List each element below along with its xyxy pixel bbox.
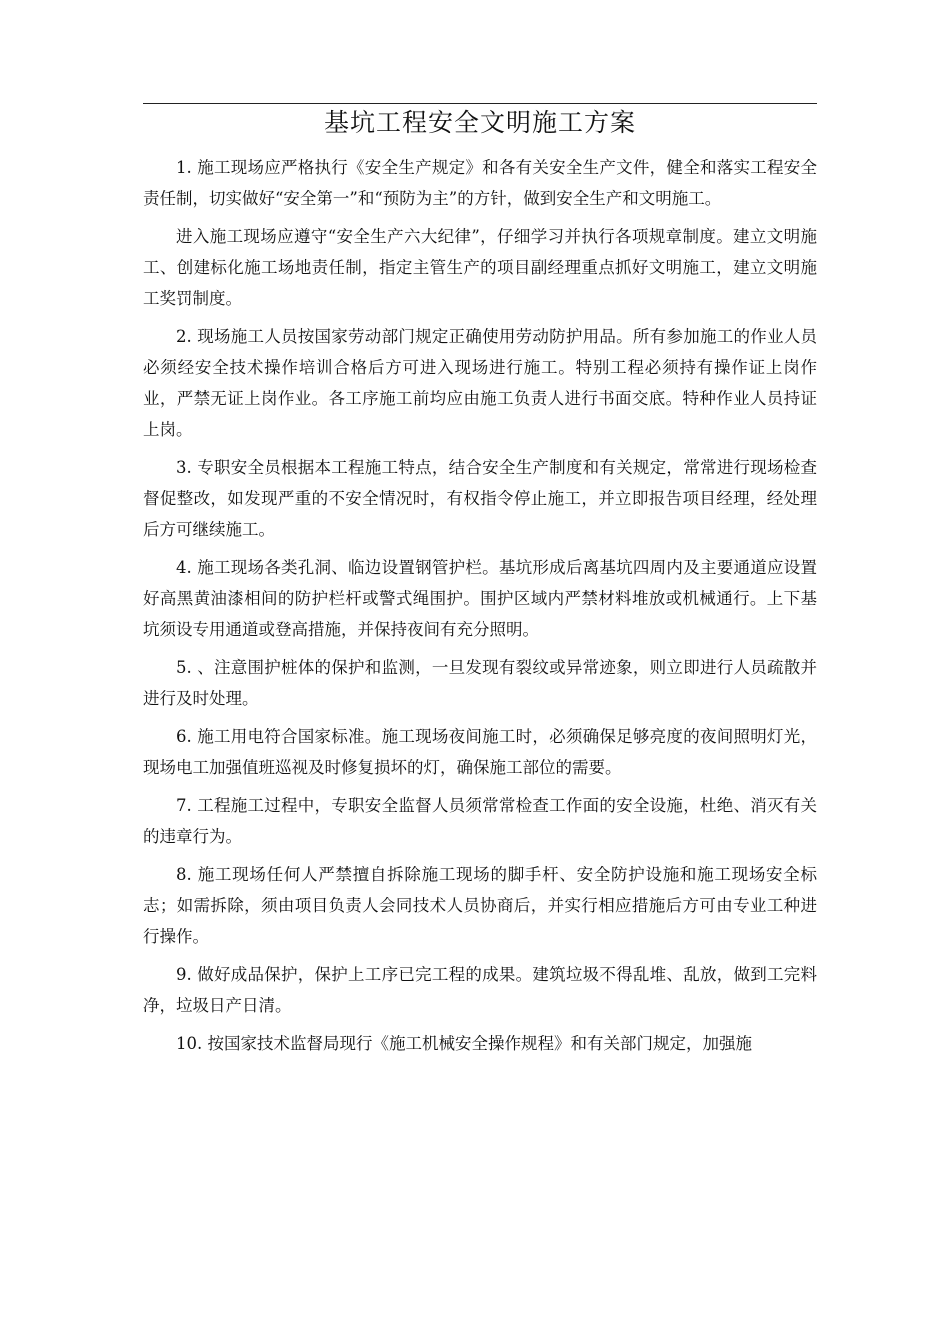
paragraph-10: 10. 按国家技术监督局现行《施工机械安全操作规程》和有关部门规定，加强施 bbox=[176, 1034, 752, 1053]
document-title: 基坑工程安全文明施工方案 bbox=[323, 108, 636, 137]
paragraph-1-continued: 进入施工现场应遵守“安全生产六大纪律”，仔细学习并执行各项规章制度。建立文明施工、创建标化施工场地责任制，指定主管生产的项目副经理重点抓好文明施工，建立文明施工奖罚制度。 bbox=[143, 227, 817, 308]
paragraph-6: 6. 施工用电符合国家标准。施工现场夜间施工时，必须确保足够亮度的夜间照明灯光，现场电工加强值班巡视及时修复损坏的灯，确保施工部位的需要。 bbox=[143, 727, 817, 777]
paragraph-4: 4. 施工现场各类孔洞、临边设置钢管护栏。基坑形成后离基坑四周内及主要通道应设置好高黑黄油漆相间的防护栏杆或警式绳围护。围护区域内严禁材料堆放或机械通行。上下基坑须设专用通道或登高措施，并保持夜间有充分照明。 bbox=[143, 558, 817, 639]
paragraph-9: 9. 做好成品保护，保护上工序已完工程的成果。建筑垃圾不得乱堆、乱放，做到工完料净，垃圾日产日清。 bbox=[143, 965, 817, 1015]
paragraph-2: 2. 现场施工人员按国家劳动部门规定正确使用劳动防护用品。所有参加施工的作业人员必须经安全技术操作培训合格后方可进入现场进行施工。特别工程必须持有操作证上岗作业，严禁无证上岗作业。各工序施工前均应由施工负责人进行书面交底。特种作业人员持证上岗。 bbox=[143, 327, 817, 439]
paragraph-8: 8. 施工现场任何人严禁擅自拆除施工现场的脚手杆、安全防护设施和施工现场安全标志；如需拆除，须由项目负责人会同技术人员协商后，并实行相应措施后方可由专业工种进行操作。 bbox=[143, 865, 817, 946]
paragraph-7: 7. 工程施工过程中，专职安全监督人员须常常检查工作面的安全设施，杜绝、消灭有关的违章行为。 bbox=[143, 796, 817, 846]
paragraph-1: 1. 施工现场应严格执行《安全生产规定》和各有关安全生产文件，健全和落实工程安全责任制，切实做好“安全第一”和“预防为主”的方针，做到安全生产和文明施工。 bbox=[143, 158, 817, 208]
paragraph-3: 3. 专职安全员根据本工程施工特点，结合安全生产制度和有关规定，常常进行现场检查督促整改，如发现严重的不安全情况时，有权指令停止施工，并立即报告项目经理，经处理后方可继续施工。 bbox=[143, 458, 817, 539]
document-body bbox=[143, 152, 817, 1066]
paragraph-5: 5. 、注意围护桩体的保护和监测，一旦发现有裂纹或异常迹象，则立即进行人员疏散并进行及时处理。 bbox=[143, 658, 817, 708]
